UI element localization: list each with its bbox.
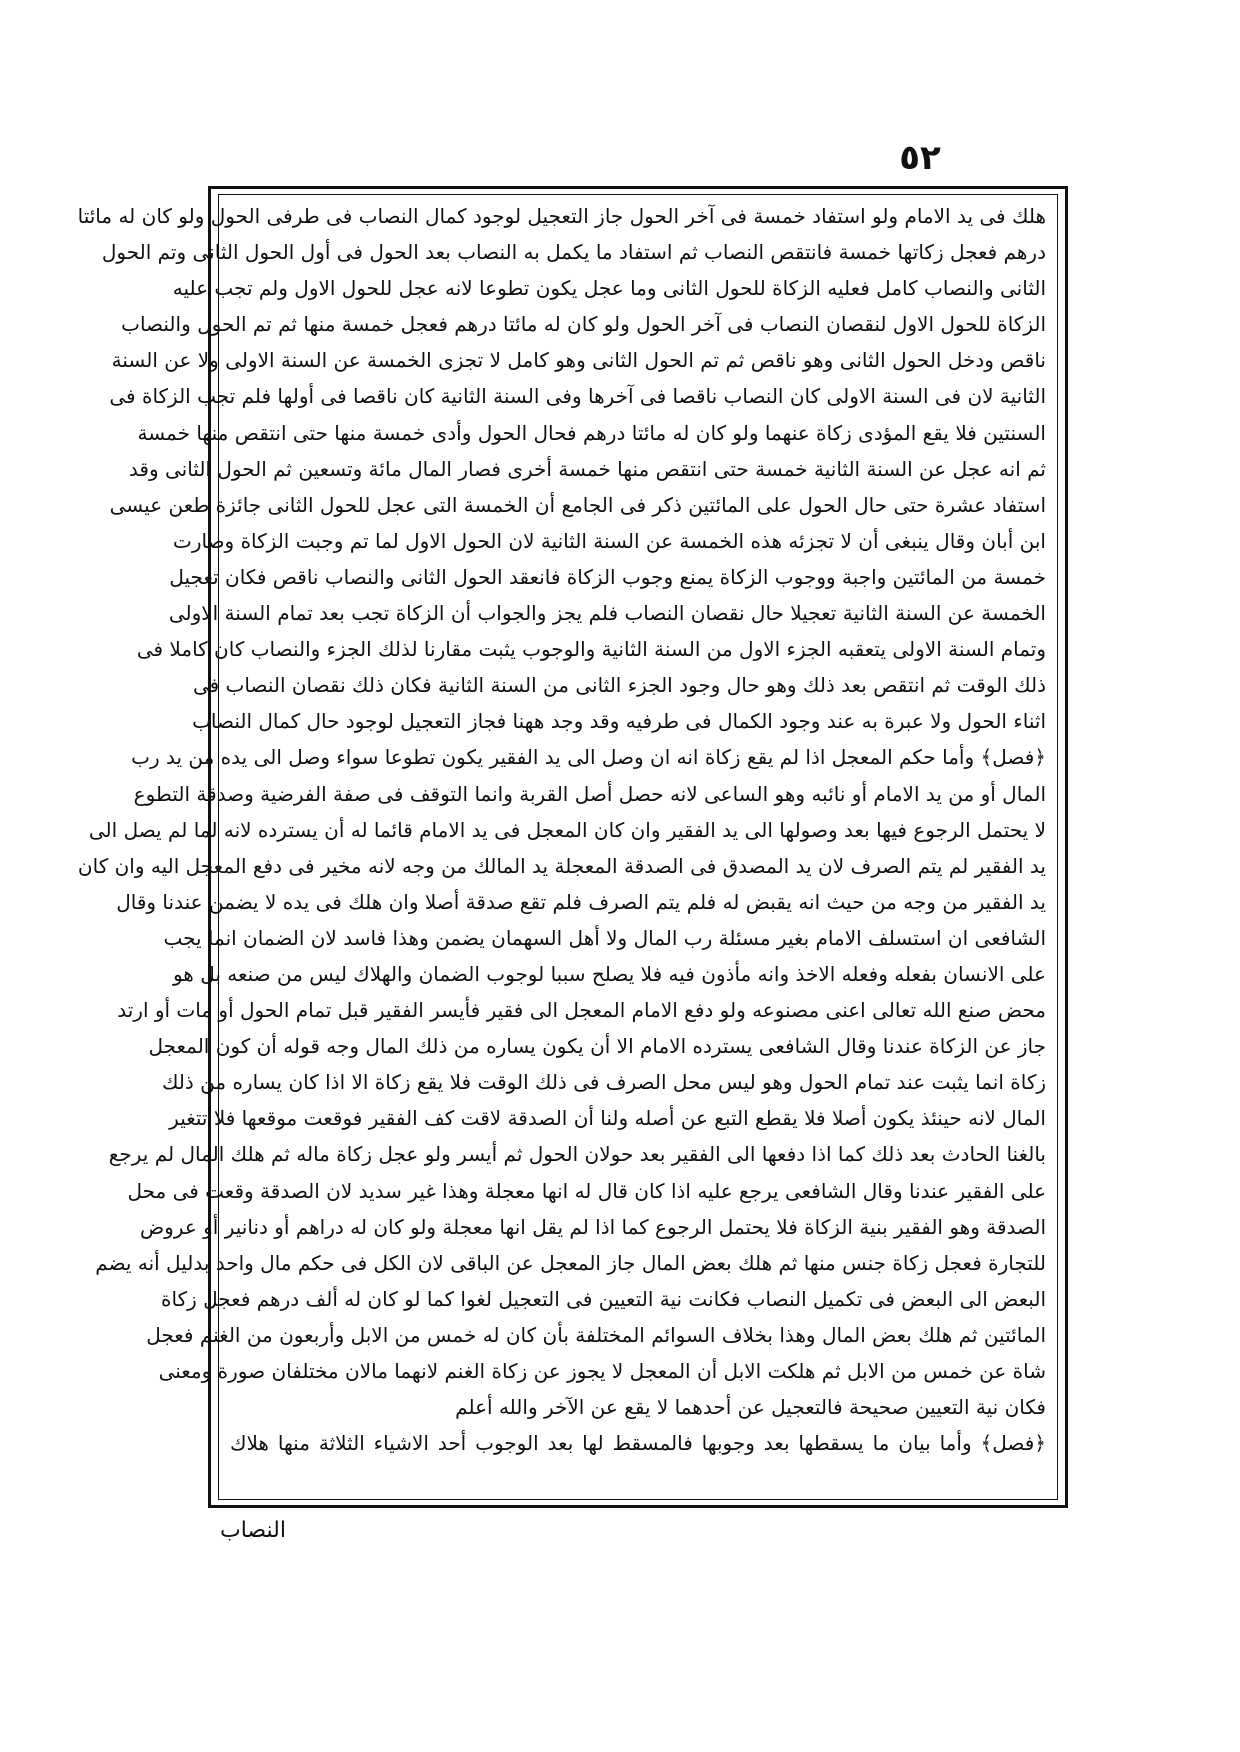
text-line: المال لانه حينئذ يكون أصلا فلا يقطع التبع عن أصله ولنا أن الصدقة لاقت كف الفقير فوقعت موقعها فلا تتغير	[169, 1106, 1046, 1131]
text-line: جاز عن الزكاة عندنا وقال الشافعى يسترده الامام الا أن يكون يساره من ذلك المال وجه قوله أن كون المعجل	[148, 1034, 1046, 1059]
text-line: ثم انه عجل عن السنة الثانية خمسة حتى انتقص منها خمسة أخرى فصار المال مائة وتسعين ثم الحول الثانى وقد	[128, 456, 1046, 481]
text-line: استفاد عشرة حتى حال الحول على المائتين ذكر فى الجامع أن الخمسة التى عجل للحول الثانى جائزة طعن عيسى	[109, 492, 1046, 517]
text-line: يد الفقير لم يتم الصرف لان يد المصدق فى الصدقة المعجلة يد المالك من وجه لانه مخير فى دفع المعجل اليه وان كان	[77, 853, 1046, 878]
text-line: زكاة انما يثبت عند تمام الحول وهو ليس محل الصرف فى ذلك الوقت فلا يقع زكاة الا اذا كان يساره من ذلك	[161, 1070, 1046, 1095]
text-line: الشافعى ان استسلف الامام بغير مسئلة رب المال ولا أهل السهمان يضمن وهذا فاسد لان الضمان انما يجب	[163, 925, 1046, 950]
text-line: الثانية لان فى السنة الاولى كان النصاب ناقصا فى آخرها وفى السنة الثانية كان ناقصا فى أولها فلم تجب الزكاة فى	[109, 384, 1046, 409]
text-line: السنتين فلا يقع المؤدى زكاة عنهما ولو كان له مائتا درهم فحال الحول وأدى خمسة منها حتى انتقص منها خمسة	[137, 420, 1046, 445]
text-line: الخمسة عن السنة الثانية تعجيلا حال نقصان النصاب فلم يجز والجواب أن الزكاة تجب بعد تمام السنة الاولى	[168, 601, 1046, 626]
text-line: وتمام السنة الاولى يتعقبه الجزء الاول من السنة الثانية والوجوب يثبت مقارنا لذلك الجزء والنصاب كان كاملا فى	[136, 637, 1046, 662]
page-number: ٥٢	[899, 138, 941, 178]
text-line: فكان نية التعيين صحيحة فالتعجيل عن أحدهما لا يقع عن الآخر والله أعلم	[455, 1395, 1046, 1420]
text-line: خمسة من المائتين واجبة ووجوب الزكاة يمنع وجوب الزكاة فانعقد الحول الثانى والنصاب ناقص فكان تعجيل	[169, 564, 1046, 589]
text-line: ناقص ودخل الحول الثانى وهو ناقص ثم تم الحول الثانى وهو كامل لا تجزى الخمسة عن السنة الاولى ولا عن السنة	[111, 348, 1046, 373]
text-line: الثانى والنصاب كامل فعليه الزكاة للحول الثانى وما عجل يكون تطوعا لانه عجل للحول الاول ولم تجب عليه	[172, 276, 1046, 301]
text-line: اثناء الحول ولا عبرة به عند وجود الكمال فى طرفيه وقد وجد ههنا فجاز التعجيل لوجود حال كمال النصاب	[192, 709, 1046, 734]
catchword: النصاب	[220, 1518, 286, 1543]
text-line: بالغنا الحادث بعد ذلك كما اذا دفعها الى الفقير بعد حولان الحول ثم أيسر ولو عجل زكاة ماله ثم هلك المال لم يرجع	[108, 1142, 1046, 1167]
text-line: محض صنع الله تعالى اعنى مصنوعه ولو دفع الامام المعجل الى فقير فأيسر الفقير قبل تمام الحول أو مات أو ارتد	[117, 998, 1046, 1023]
text-line: ابن أبان وقال ينبغى أن لا تجزئه هذه الخمسة عن السنة الثانية لان الحول الاول لما تم وجبت الزكاة وصارت	[172, 528, 1046, 553]
text-line: المال أو من يد الامام أو نائبه وهو الساعى لانه حصل أصل القربة وانما التوقف فى صفة الفرضية وصدقة التطوع	[133, 781, 1046, 806]
text-line: ذلك الوقت ثم انتقص بعد ذلك وهو حال وجود الجزء الثانى من السنة الثانية فكان ذلك نقصان النصاب فى	[192, 673, 1046, 698]
text-line: الصدقة وهو الفقير بنية الزكاة فلا يحتمل الرجوع كما اذا لم يقل انها معجلة ولو كان له دراهم أو دنانير أو عروض	[139, 1214, 1046, 1239]
section-heading-line: ﴿فصل﴾ وأما بيان ما يسقطها بعد وجوبها فالمسقط لها بعد الوجوب أحد الاشياء الثلاثة منها هلاك	[230, 1431, 1046, 1456]
text-line: هلك فى يد الامام ولو استفاد خمسة فى آخر الحول جاز التعجيل لوجود كمال النصاب فى طرفى الحول ولو كان له مائتا	[77, 204, 1046, 228]
text-line: البعض الى البعض فى تكميل النصاب فكانت نية التعيين فى التعجيل لغوا كما لو كان له ألف درهم فعجل زكاة	[161, 1286, 1046, 1311]
text-line: يد الفقير من وجه من حيث انه يقبض له فلم يتم الصرف فلم تقع صدقة أصلا وان هلك فى يده لا يضمن عندنا وقال	[116, 889, 1046, 914]
text-line: لا يحتمل الرجوع فيها بعد وصولها الى يد الفقير وان كان المعجل فى يد الامام قائما له أن يسترده لانه لما لم يصل الى	[88, 817, 1046, 842]
text-line: على الانسان بفعله وفعله الاخذ وانه مأذون فيه فلا يصلح سببا لوجوب الضمان والهلاك ليس من صنعه بل هو	[172, 961, 1046, 986]
text-line: شاة عن خمس من الابل ثم هلكت الابل أن المعجل لا يجوز عن زكاة الغنم لانهما مالان مختلفان صورة ومعنى	[158, 1359, 1046, 1383]
body-text	[77, 198, 1054, 1496]
text-line: للتجارة فعجل زكاة جنس منها ثم هلك بعض المال جاز المعجل عن الباقى لان الكل فى حكم مال واحد بدليل أنه يضم	[95, 1250, 1046, 1275]
text-line: الزكاة للحول الاول لنقصان النصاب فى آخر الحول ولو كان له مائتا درهم فعجل خمسة منها ثم تم الحول والنصاب	[121, 312, 1046, 337]
text-line: درهم فعجل زكاتها خمسة فانتقص النصاب ثم استفاد ما يكمل به النصاب بعد الحول فى أول الحول الثانى وتم الحول	[101, 240, 1046, 265]
section-heading-line: ﴿فصل﴾ وأما حكم المعجل اذا لم يقع زكاة انه ان وصل الى يد الفقير يكون تطوعا سواء وصل الى يده من يد رب	[131, 745, 1046, 770]
text-line: المائتين ثم هلك بعض المال وهذا بخلاف السوائم المختلفة بأن كان له خمس من الابل وأربعون من الغنم فعجل	[146, 1322, 1046, 1347]
text-line: على الفقير عندنا وقال الشافعى يرجع عليه اذا كان قال له انها معجلة وهذا غير سديد لان الصدقة وقعت فى محل	[127, 1178, 1046, 1203]
